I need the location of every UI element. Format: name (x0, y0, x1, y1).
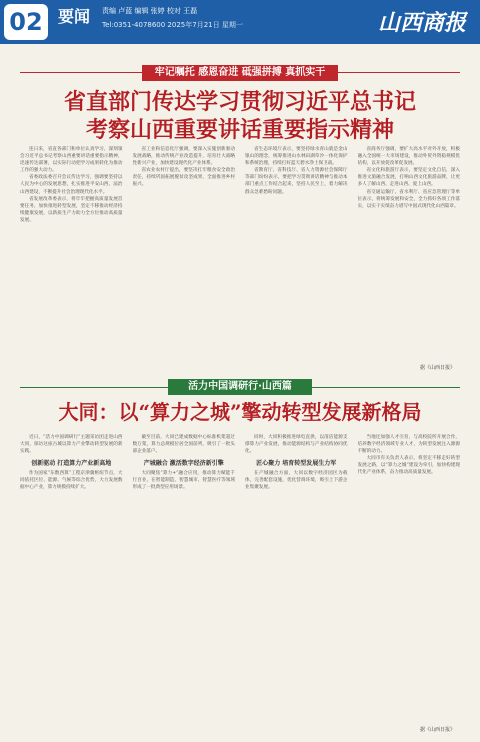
paragraph: 当地还加强人才引育，与高校院所开展合作，培养数字经济领域专业人才，为转型发展注入源源不断的动力。 (357, 435, 460, 455)
paragraph: 大同聚焦“算力+”融合应用，推动算力赋能千行百业，在智能制造、智慧城市、智慧医疗等领域形成了一批典型应用场景。 (132, 471, 235, 491)
article2-column (245, 434, 348, 724)
subhead: 创新驱动 打造算力产业新高地 (31, 460, 112, 468)
section-title: 要闻 (58, 7, 91, 26)
article2-banner: 活力中国调研行·山西篇 (168, 379, 312, 395)
article1-column (358, 146, 461, 362)
article1-column (20, 146, 123, 362)
subhead: 产城融合 激活数字经济新引擎 (143, 460, 224, 468)
paragraph: 作为国家“东数西算”工程京津冀枢纽节点，大同依托区位、能源、气候等综合优势，大力发展数据中心产业，算力规模持续扩大。 (20, 471, 123, 491)
article2-column (133, 434, 236, 724)
page-number: 02 (4, 4, 48, 40)
article2-body (20, 434, 460, 724)
paragraph: 截至目前，大同已建成数据中心标准机架超过数万架，算力总规模位居全国前列，吸引了一批头部企业落户。 (132, 435, 235, 455)
paragraph: 省文化和旅游厅表示，要坚定文化自信，深入推进文旅融合发展，打响山西文化旅游品牌，让更多人了解山西、走进山西、爱上山西。 (357, 168, 460, 188)
article1-credit: 据《山西日报》 (420, 365, 456, 371)
article1-column (245, 146, 348, 362)
article2-column (20, 434, 123, 724)
subhead: 匠心聚力 培育转型发展生力军 (256, 460, 337, 468)
article1-title-line2: 考察山西重要讲话重要指示精神 (85, 117, 394, 143)
paragraph: 省商务厅强调，要扩大高水平对外开放，积极融入全国统一大市场建设，推动外贸外资稳规模优结构，以开放促改革促发展。 (357, 147, 460, 167)
page-header (0, 0, 480, 44)
paragraph: 在产城融合方面，大同以数字经济园区为载体，完善配套设施，优化营商环境，吸引上下游企业集聚发展。 (245, 471, 348, 491)
paragraph: 大同市有关负责人表示，将坚定不移走好转型发展之路，以“算力之城”建设为牵引，加快构建现代化产业体系，奋力推动高质量发展。 (357, 456, 460, 476)
article1-banner: 牢记嘱托 感恩奋进 砥强拼搏 真抓实干 (142, 65, 338, 81)
paragraph: 省工业和信息化厅强调，要深入实施创新驱动发展战略，推动传统产业改造提升，培育壮大战略性新兴产业，加快建设现代化产业体系。 (132, 147, 235, 167)
paragraph: 连日来，省直各部门和单位认真学习、深刻领会习近平总书记考察山西重要讲话重要指示精神，迅速传达部署，以实际行动把学习成果转化为推动工作的强大动力。 (20, 147, 123, 174)
article1-title-line1: 省直部门传达学习贯彻习近平总书记 (63, 89, 416, 115)
article2-credit: 据《山西日报》 (420, 727, 456, 733)
paragraph: 同时，大同积极推进绿电直供，以清洁能源支撑算力产业发展，推动能源结构与产业结构协同优化。 (245, 435, 348, 455)
newspaper-logo: 山西商报 (377, 10, 466, 36)
article1-title (0, 88, 480, 144)
paragraph: 省农业农村厅提出，要坚决扛牢粮食安全政治责任，持续巩固拓展脱贫攻坚成果，全面推进乡村振兴。 (132, 168, 235, 188)
paragraph: 省交通运输厅、省水利厅、省应急管理厅等单位表示，将统筹发展和安全，全力抓好各项工作落实，以实干实绩奋力谱写中国式现代化山西篇章。 (357, 189, 460, 209)
editor-line: 责编 卢蓝 编辑 张婷 校对 王磊 (102, 7, 198, 15)
paragraph: 省委政法委召开会议传达学习，强调要坚持以人民为中心的发展思想，扎实推进平安山西、法治山西建设，不断提升社会治理现代化水平。 (20, 175, 123, 195)
paragraph: 省生态环境厅表示，要坚持绿水青山就是金山银山的理念，统筹推进山水林田湖草沙一体化保护和系统治理，持续打好蓝天碧水净土保卫战。 (245, 147, 348, 167)
paragraph: 省教育厅、省科技厅、省人力资源社会保障厅等部门纷纷表示，要把学习贯彻讲话精神与推动本部门重点工作结合起来，坚持人民至上，着力解决群众急难愁盼问题。 (245, 168, 348, 195)
article1-column (133, 146, 236, 362)
paragraph: 省发展改革委表示，将牢牢把握高质量发展首要任务，加快推进转型发展，坚定不移推动经济持续健康发展，以新质生产力助力全方位推动高质量发展。 (20, 196, 123, 223)
article1-body (20, 146, 460, 362)
date-line: Tel:0351-4078600 2025年7月21日 星期一 (102, 21, 243, 29)
article2-title: 大同：以“算力之城”擎动转型发展新格局 (58, 400, 422, 424)
paragraph: 近日，“活力中国调研行”主题采访团走进山西大同，探访这座古城以算力产业擎动转型发展的新实践。 (20, 435, 123, 455)
article2-column (358, 434, 461, 724)
